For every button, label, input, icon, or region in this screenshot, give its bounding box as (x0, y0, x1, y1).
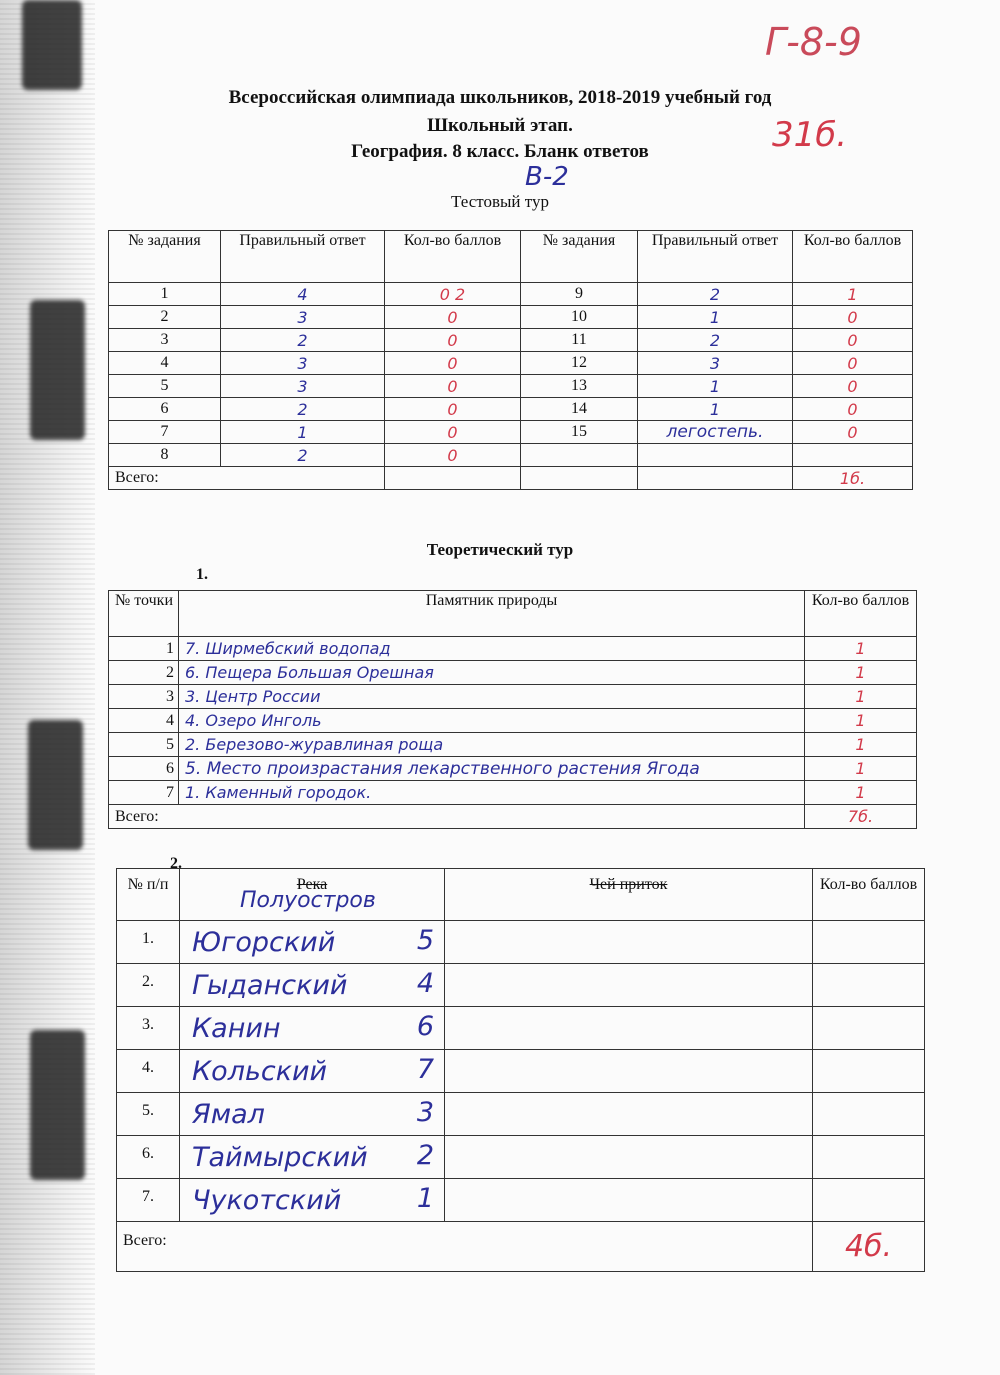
answer-cell: 4 (221, 283, 385, 306)
river-header-text: Река (296, 876, 328, 893)
row-number: 1. (117, 921, 180, 964)
point-number: 4 (109, 709, 179, 733)
table-row (117, 1093, 925, 1136)
test-round-title: Тестовый тур (451, 192, 549, 211)
table-row (109, 421, 913, 444)
empty-cell (813, 1050, 925, 1093)
empty-cell (445, 921, 813, 964)
answer-cell (638, 444, 793, 467)
points-cell: 1 (793, 283, 913, 306)
table-row (109, 352, 913, 375)
answer-cell: 2 (638, 283, 793, 306)
points-cell: 0 (793, 306, 913, 329)
points-cell: 0 2 (385, 283, 521, 306)
task-number: 5 (109, 375, 221, 398)
empty-cell (445, 1050, 813, 1093)
match-number: 1 (416, 1183, 434, 1214)
table-row (109, 733, 917, 757)
table-row (109, 329, 913, 352)
task-number: 10 (521, 306, 638, 329)
peninsula-name: Ямал (192, 1098, 265, 1130)
col-header-points: Кол-во баллов (385, 231, 521, 283)
total-row (109, 467, 913, 490)
point-number: 7 (109, 781, 179, 805)
col-header-points: Кол-во баллов (813, 869, 925, 921)
table-row (109, 306, 913, 329)
peninsula-answer (180, 1007, 445, 1050)
page-title-line1: Всероссийская олимпиада школьников, 2018-2019 учебный год (228, 87, 772, 108)
col-header-task: № задания (109, 231, 221, 283)
monuments-table (108, 590, 917, 829)
peninsula-answer (180, 964, 445, 1007)
tributary-header-text: Чей приток (589, 876, 668, 893)
match-number: 7 (416, 1054, 434, 1085)
total-value: 7б. (805, 805, 917, 829)
empty-cell (813, 921, 925, 964)
match-number: 3 (416, 1097, 434, 1128)
total-value: 4б. (813, 1222, 925, 1272)
points-cell: 0 (385, 375, 521, 398)
col-header-points: Кол-во баллов (793, 231, 913, 283)
answer-cell: 1 (221, 421, 385, 444)
points-cell: 1 (805, 637, 917, 661)
table-row (117, 964, 925, 1007)
variant-annotation: В-2 (525, 162, 569, 192)
col-header-num: № п/п (117, 869, 180, 921)
scan-blot (30, 1030, 85, 1180)
row-number: 7. (117, 1179, 180, 1222)
table-row (109, 444, 913, 467)
table-row (109, 283, 913, 306)
scan-blot (30, 300, 85, 440)
empty-cell (445, 1179, 813, 1222)
peninsula-answer (180, 1050, 445, 1093)
monument-answer: 5. Место произрастания лекарственного растения Ягода (179, 757, 805, 781)
task-number: 6 (109, 398, 221, 421)
row-number: 4. (117, 1050, 180, 1093)
task-number: 15 (521, 421, 638, 444)
empty-cell (638, 467, 793, 490)
question-2-label: 2. (170, 855, 182, 872)
match-number: 2 (416, 1140, 434, 1171)
total-row (109, 805, 917, 829)
point-number: 3 (109, 685, 179, 709)
match-number: 5 (416, 925, 434, 956)
table-row (117, 1179, 925, 1222)
page-title-line2: Школьный этап. (427, 115, 573, 136)
task-number: 2 (109, 306, 221, 329)
answer-cell: 3 (221, 352, 385, 375)
points-cell: 0 (793, 421, 913, 444)
monument-answer: 1. Каменный городок. (179, 781, 805, 805)
points-cell: 1 (805, 661, 917, 685)
table-row (117, 1050, 925, 1093)
empty-cell (813, 964, 925, 1007)
empty-cell (445, 1093, 813, 1136)
points-cell: 0 (385, 306, 521, 329)
match-number: 4 (416, 968, 434, 999)
answer-cell: легостепь. (638, 421, 793, 444)
col-header-monument: Памятник природы (179, 591, 805, 637)
row-number: 2. (117, 964, 180, 1007)
page-title-line3: География. 8 класс. Бланк ответов (351, 141, 649, 162)
col-header-tributary (445, 869, 813, 921)
empty-cell (813, 1093, 925, 1136)
col-header-task: № задания (521, 231, 638, 283)
task-number: 13 (521, 375, 638, 398)
empty-cell (445, 1136, 813, 1179)
point-number: 6 (109, 757, 179, 781)
answer-cell: 2 (221, 444, 385, 467)
total-label: Всего: (117, 1222, 813, 1272)
row-number: 3. (117, 1007, 180, 1050)
points-cell: 0 (385, 352, 521, 375)
test-round-table (108, 230, 913, 490)
table-row (109, 709, 917, 733)
peninsula-answer (180, 921, 445, 964)
monument-answer: 7. Ширмебский водопад (179, 637, 805, 661)
peninsula-name: Югорский (192, 926, 336, 958)
answer-cell: 1 (638, 375, 793, 398)
total-score-annotation: 31б. (772, 115, 848, 155)
form-code-annotation: Г-8-9 (765, 20, 862, 64)
monument-answer: 4. Озеро Инголь (179, 709, 805, 733)
total-label: Всего: (109, 805, 805, 829)
empty-cell (813, 1136, 925, 1179)
empty-cell (813, 1179, 925, 1222)
col-header-answer: Правильный ответ (638, 231, 793, 283)
total-label: Всего: (109, 467, 385, 490)
monument-answer: 2. Березово-журавлиная роща (179, 733, 805, 757)
points-cell: 1 (805, 709, 917, 733)
task-number: 7 (109, 421, 221, 444)
point-number: 1 (109, 637, 179, 661)
answer-cell: 1 (638, 306, 793, 329)
peninsula-answer (180, 1179, 445, 1222)
table-row (117, 921, 925, 964)
points-cell (793, 444, 913, 467)
col-header-river (180, 869, 445, 921)
peninsula-name: Чукотский (192, 1184, 342, 1216)
scan-blot (28, 720, 83, 850)
points-cell: 0 (385, 421, 521, 444)
table-row (109, 398, 913, 421)
answer-cell: 2 (221, 398, 385, 421)
empty-cell (385, 467, 521, 490)
points-cell: 1 (805, 757, 917, 781)
question-1-label: 1. (196, 566, 208, 583)
col-header-answer: Правильный ответ (221, 231, 385, 283)
table-row (117, 1136, 925, 1179)
peninsula-answer (180, 1093, 445, 1136)
theory-round-title: Теоретический тур (426, 540, 574, 559)
task-number: 9 (521, 283, 638, 306)
point-number: 5 (109, 733, 179, 757)
answer-cell: 2 (221, 329, 385, 352)
answer-cell: 2 (638, 329, 793, 352)
table-row (109, 781, 917, 805)
col-header-point: № точки (109, 591, 179, 637)
point-number: 2 (109, 661, 179, 685)
task-number: 3 (109, 329, 221, 352)
answer-cell: 3 (221, 306, 385, 329)
empty-cell (445, 1007, 813, 1050)
empty-cell (813, 1007, 925, 1050)
peninsula-note: Полуостров (240, 888, 376, 913)
points-cell: 1 (805, 685, 917, 709)
peninsulas-table (116, 868, 925, 1272)
task-number: 12 (521, 352, 638, 375)
table-row (109, 637, 917, 661)
points-cell: 0 (793, 329, 913, 352)
peninsula-name: Гыданский (192, 969, 348, 1001)
task-number: 1 (109, 283, 221, 306)
task-number (521, 444, 638, 467)
empty-cell (445, 964, 813, 1007)
monument-answer: 6. Пещера Большая Орешная (179, 661, 805, 685)
answer-cell: 3 (221, 375, 385, 398)
points-cell: 0 (385, 329, 521, 352)
table-row (109, 375, 913, 398)
table-row (117, 1007, 925, 1050)
points-cell: 0 (385, 398, 521, 421)
peninsula-answer (180, 1136, 445, 1179)
points-cell: 1 (805, 733, 917, 757)
empty-cell (521, 467, 638, 490)
answer-cell: 1 (638, 398, 793, 421)
table-row (109, 757, 917, 781)
points-cell: 0 (385, 444, 521, 467)
table-row (109, 661, 917, 685)
row-number: 6. (117, 1136, 180, 1179)
task-number: 11 (521, 329, 638, 352)
table-row (109, 685, 917, 709)
total-value: 1б. (793, 467, 913, 490)
peninsula-name: Канин (192, 1012, 281, 1044)
peninsula-name: Кольский (192, 1055, 328, 1087)
task-number: 8 (109, 444, 221, 467)
total-row (117, 1222, 925, 1272)
col-header-points: Кол-во баллов (805, 591, 917, 637)
scan-blot (22, 0, 82, 90)
points-cell: 0 (793, 352, 913, 375)
points-cell: 0 (793, 375, 913, 398)
points-cell: 1 (805, 781, 917, 805)
task-number: 14 (521, 398, 638, 421)
task-number: 4 (109, 352, 221, 375)
monument-answer: 3. Центр России (179, 685, 805, 709)
answer-cell: 3 (638, 352, 793, 375)
row-number: 5. (117, 1093, 180, 1136)
peninsula-name: Таймырский (192, 1141, 368, 1173)
points-cell: 0 (793, 398, 913, 421)
match-number: 6 (416, 1011, 434, 1042)
